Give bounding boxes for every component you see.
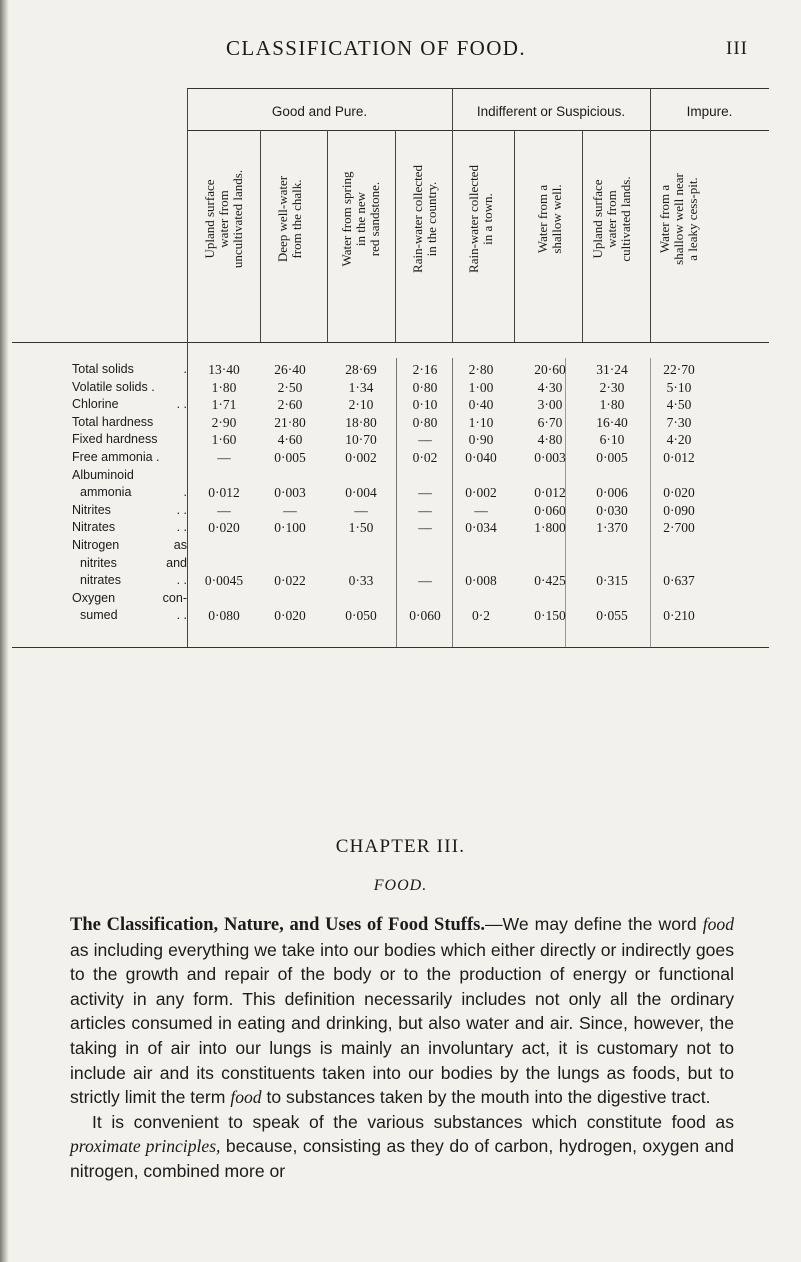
table-cell: 1·370 xyxy=(596,520,628,536)
row-label: Total solids . xyxy=(72,362,187,376)
table-cell: 18·80 xyxy=(345,414,377,430)
table-cell: 0·100 xyxy=(274,520,306,536)
table-cell: 1·80 xyxy=(599,397,625,413)
table-cell: 0·90 xyxy=(468,432,494,448)
table-top-rule xyxy=(187,88,769,89)
table-cell: 0·060 xyxy=(534,502,566,518)
table-cell: 0·150 xyxy=(534,608,566,624)
column-header-rule xyxy=(12,342,769,343)
row-label: Chlorine . . xyxy=(72,397,187,412)
table-cell: 0·022 xyxy=(274,573,306,589)
table-cell: 0·055 xyxy=(596,608,628,624)
running-head xyxy=(0,36,801,62)
table-cell: 0·003 xyxy=(274,485,306,501)
table-cell: 0·315 xyxy=(596,573,628,589)
table-cell: 6·70 xyxy=(537,414,563,430)
table-cell: 0·090 xyxy=(663,502,695,518)
table-cell: 13·40 xyxy=(208,362,240,377)
row-label: Albuminoid xyxy=(72,467,134,482)
table-cell: 0·012 xyxy=(663,450,695,465)
table-cell: 0·40 xyxy=(468,397,494,413)
table-cell: 1·50 xyxy=(348,520,374,536)
table-cell: 0·80 xyxy=(412,379,438,395)
table-cell: 4·20 xyxy=(666,432,692,448)
table-cell: 2·30 xyxy=(599,379,625,395)
table-cell: 4·30 xyxy=(537,379,563,395)
table-cell: 0·006 xyxy=(596,485,628,501)
column-heading: Water from a shallow well. xyxy=(535,184,564,254)
column-divider xyxy=(260,130,261,342)
column-divider xyxy=(514,130,515,342)
table-cell: — xyxy=(418,573,432,589)
table-cell: 1·60 xyxy=(211,432,237,448)
table-cell: 0·020 xyxy=(663,485,695,501)
table-cell: 0·012 xyxy=(208,485,240,501)
page-number: III xyxy=(726,38,748,59)
table-cell: 0·33 xyxy=(348,573,374,589)
table-cell: 21·80 xyxy=(274,414,306,430)
table-cell: — xyxy=(283,502,297,518)
table-cell: 1·34 xyxy=(348,379,374,395)
group-heading: Indifferent or Suspicious. xyxy=(476,104,626,119)
table-cell: 0·050 xyxy=(345,608,377,624)
table-cell: — xyxy=(217,502,231,518)
table-cell: — xyxy=(418,432,432,448)
table-cell: — xyxy=(418,485,432,501)
table-cell: 0·02 xyxy=(412,450,438,465)
column-heading: Rain-water collected in the country. xyxy=(410,165,439,273)
row-label: Nitrites . . xyxy=(72,502,187,517)
table-cell: 10·70 xyxy=(345,432,377,448)
row-label: Fixed hardness xyxy=(72,432,158,447)
body-text xyxy=(70,912,734,1184)
table-cell: 3·00 xyxy=(537,397,563,413)
group-heading: Impure. xyxy=(686,104,733,119)
table-cell: 0·637 xyxy=(663,573,695,589)
column-heading: Water from a shallow well near a leaky cess-pit. xyxy=(657,173,700,265)
column-divider xyxy=(395,130,396,342)
group-header-rule xyxy=(187,130,769,131)
row-label: Oxygen con- xyxy=(72,590,187,605)
table-cell: 0·210 xyxy=(663,608,695,624)
table-cell: 0·030 xyxy=(596,502,628,518)
table-cell: 0·425 xyxy=(534,573,566,589)
row-label: Nitrogen as xyxy=(72,537,187,552)
table-cell: 0·005 xyxy=(596,450,628,465)
table-cell: 0·2 xyxy=(472,608,490,624)
table-cell: — xyxy=(418,520,432,536)
row-label: ammonia . xyxy=(80,485,187,500)
table-cell: 2·700 xyxy=(663,520,695,536)
table-cell: 0·005 xyxy=(274,450,306,465)
row-label: nitrates . . xyxy=(80,573,187,588)
table-cell: 22·70 xyxy=(663,362,695,377)
table-cell: 0·040 xyxy=(465,450,497,465)
table-cell: 2·90 xyxy=(211,414,237,430)
table-cell: — xyxy=(418,502,432,518)
row-label: Nitrates . . xyxy=(72,520,187,535)
table-cell: 4·60 xyxy=(277,432,303,448)
table-cell: 0·10 xyxy=(412,397,438,413)
table-cell: 7·30 xyxy=(666,414,692,430)
table-cell: 6·10 xyxy=(599,432,625,448)
column-heading: Upland surface water from uncultivated lands. xyxy=(202,169,245,269)
table-cell: 1·800 xyxy=(534,520,566,536)
table-cell: 1·00 xyxy=(468,379,494,395)
table-cell: — xyxy=(217,450,231,465)
table-cell: 2·50 xyxy=(277,379,303,395)
table-cell: 2·16 xyxy=(412,362,438,377)
column-heading: Rain-water collected in a town. xyxy=(466,165,495,273)
table-cell: 20·60 xyxy=(534,362,566,377)
table-cell: 4·80 xyxy=(537,432,563,448)
table-cell: 28·69 xyxy=(345,362,377,377)
row-label: Total hardness xyxy=(72,414,154,429)
table-cell: 1·10 xyxy=(468,414,494,430)
paragraph: It is convenient to speak of the various substances which constitute food as proximate principles, because, consisting as they do of carbon, hydrogen, oxygen and nitrogen, combined more or xyxy=(70,1111,735,1181)
table-cell: 0·080 xyxy=(208,608,240,624)
row-label: Volatile solids . xyxy=(72,379,155,394)
column-divider xyxy=(327,130,328,342)
table-bottom-rule xyxy=(12,647,769,648)
table-cell: 0·002 xyxy=(465,485,497,501)
table-cell: 0·80 xyxy=(412,414,438,430)
column-divider xyxy=(582,130,583,342)
table-cell: 2·80 xyxy=(468,362,494,377)
group-divider-2 xyxy=(650,88,651,342)
table-cell: 1·71 xyxy=(211,397,237,413)
table-cell: 5·10 xyxy=(666,379,692,395)
table-cell: 16·40 xyxy=(596,414,628,430)
table-cell: 4·50 xyxy=(666,397,692,413)
table-cell: 26·40 xyxy=(274,362,306,377)
table-cell: — xyxy=(354,502,368,518)
row-label: Free ammonia . xyxy=(72,449,160,464)
paragraph: The Classification, Nature, and Uses of Food Stuffs.—We may define the word food as including everything we take into our bodies which either directly or indirectly goes to the growth and repair of the body or to the production of energy or functional activity in any form. This definition necessarily includes not only all the ordinary articles consumed in eating and drinking, but also water and air. Since, however, the taking in of air into our lungs is mainly an involuntary act, it is customary not to include air and its constituents taken into our bodies by the lungs as foods, but to strictly limit the term food to substances taken by the mouth into the digestive tract. xyxy=(70,914,735,1108)
table-cell: — xyxy=(474,502,488,518)
table-cell: 31·24 xyxy=(596,362,628,377)
table-left-rule xyxy=(187,88,188,647)
table-cell: 0·002 xyxy=(345,450,377,465)
group-heading: Good and Pure. xyxy=(271,104,368,119)
table-cell: 1·80 xyxy=(211,379,237,395)
table-cell: 0·012 xyxy=(534,485,566,501)
column-heading: Upland surface water from cultivated lands. xyxy=(590,176,633,262)
row-label: sumed . . xyxy=(80,608,187,623)
running-title: CLASSIFICATION OF FOOD. xyxy=(226,36,526,60)
chapter-subtitle: FOOD. xyxy=(373,877,428,894)
table-cell: 0·0045 xyxy=(204,573,244,589)
table-cell: 0·060 xyxy=(409,608,441,624)
table-cell: 0·008 xyxy=(465,573,497,589)
table-cell: 0·020 xyxy=(208,520,240,536)
table-cell: 2·10 xyxy=(348,397,374,413)
column-heading: Water from spring in the new red sandstone. xyxy=(339,171,382,267)
group-divider-1 xyxy=(452,88,453,342)
row-labels xyxy=(72,361,187,625)
table-cell: 0·004 xyxy=(345,485,377,501)
chapter-heading: CHAPTER III. xyxy=(335,836,466,857)
section-lead: The Classification, Nature, and Uses of Food Stuffs. xyxy=(70,915,485,935)
table-cell: 0·003 xyxy=(534,450,566,465)
column-heading: Deep well-water from the chalk. xyxy=(275,175,304,263)
row-label: nitrites and xyxy=(80,555,187,570)
table-cell: 0·034 xyxy=(465,520,497,536)
table-cell: 2·60 xyxy=(277,397,303,413)
table-cell: 0·020 xyxy=(274,608,306,624)
